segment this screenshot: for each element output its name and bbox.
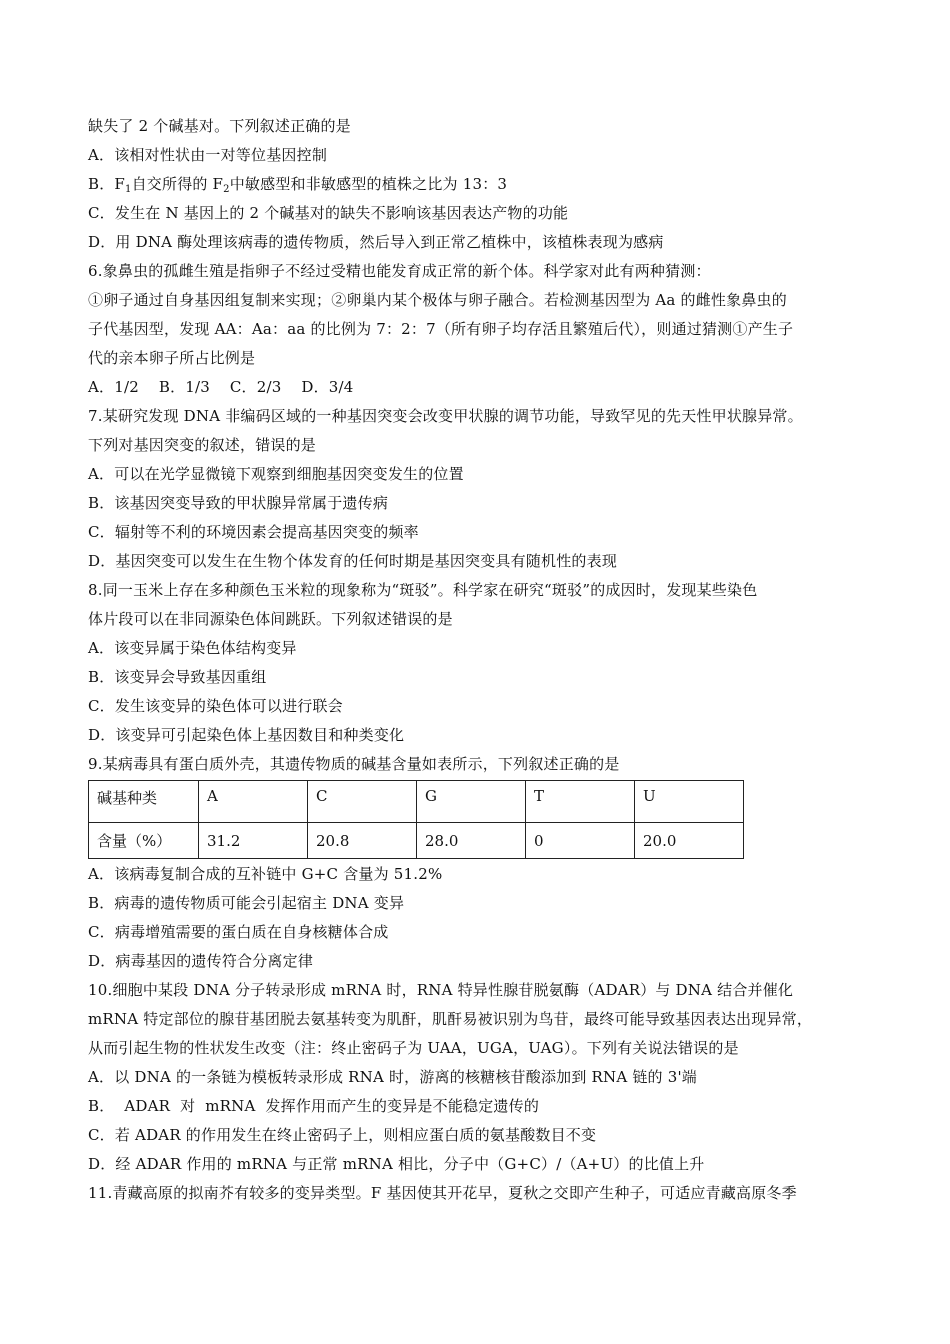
text-line: ①卵子通过自身基因组复制来实现；②卵巢内某个极体与卵子融合。若检测基因型为 Aa 的雌性象鼻虫的 — [88, 291, 787, 309]
text-line: A．该变异属于染色体结构变异 — [88, 639, 297, 657]
text-line: B．该基因突变导致的甲状腺异常属于遗传病 — [88, 494, 389, 512]
question-8: 8.同一玉米上存在多种颜色玉米粒的现象称为“斑驳”。科学家在研究“斑驳”的成因时，发现某些染色 — [88, 581, 758, 599]
text-line: C．发生该变异的染色体可以进行联会 — [88, 697, 343, 715]
table-cell: 31.2 — [199, 823, 308, 859]
table-row — [89, 823, 744, 859]
text-line: B．病毒的遗传物质可能会引起宿主 DNA 变异 — [88, 894, 405, 912]
question-7: 7.某研究发现 DNA 非编码区域的一种基因突变会改变甲状腺的调节功能，导致罕见的先天性甲状腺异常。 — [88, 407, 803, 425]
text-line: A．1/2 B．1/3 C．2/3 D．3/4 — [88, 378, 354, 396]
text-line: D．该变异可引起染色体上基因数目和种类变化 — [88, 726, 405, 744]
text-line: D．经 ADAR 作用的 mRNA 与正常 mRNA 相比，分子中（G+C）/（A+U）的比值上升 — [88, 1155, 705, 1173]
table-cell: G — [417, 781, 526, 823]
table-cell: 碱基种类 — [89, 781, 199, 823]
text-line: C．若 ADAR 的作用发生在终止密码子上，则相应蛋白质的氨基酸数目不变 — [88, 1126, 597, 1144]
question-11: 11.青藏高原的拟南芥有较多的变异类型。F 基因使其开花早，夏秋之交即产生种子，可适应青藏高原冬季 — [88, 1184, 797, 1202]
text-line: 从而引起生物的性状发生改变（注：终止密码子为 UAA，UGA，UAG）。下列有关说法错误的是 — [88, 1039, 739, 1057]
table-cell: 28.0 — [417, 823, 526, 859]
text-line: D．基因突变可以发生在生物个体发育的任何时期是基因突变具有随机性的表现 — [88, 552, 618, 570]
table-cell: 0 — [526, 823, 635, 859]
text-line: C．发生在 N 基因上的 2 个碱基对的缺失不影响该基因表达产物的功能 — [88, 204, 569, 222]
text-line: A．以 DNA 的一条链为模板转录形成 RNA 时，游离的核糖核苷酸添加到 RNA 链的 3'端 — [88, 1068, 697, 1086]
text-line: 体片段可以在非同源染色体间跳跃。下列叙述错误的是 — [88, 610, 453, 628]
text-line: 下列对基因突变的叙述，错误的是 — [88, 436, 317, 454]
table-cell: 20.0 — [635, 823, 744, 859]
table-cell: U — [635, 781, 744, 823]
text-line: C．辐射等不利的环境因素会提高基因突变的频率 — [88, 523, 419, 541]
question-9: 9.某病毒具有蛋白质外壳，其遗传物质的碱基含量如表所示，下列叙述正确的是 — [88, 755, 620, 773]
text-line: A．该相对性状由一对等位基因控制 — [88, 146, 328, 164]
text-line: B． ADAR 对 mRNA 发挥作用而产生的变异是不能稳定遗传的 — [88, 1097, 540, 1115]
table-cell: A — [199, 781, 308, 823]
question-10: 10.细胞中某段 DNA 分子转录形成 mRNA 时，RNA 特异性腺苷脱氨酶（ADAR）与 DNA 结合并催化 — [88, 981, 794, 999]
text-line: 缺失了 2 个碱基对。下列叙述正确的是 — [88, 117, 351, 135]
table-cell: C — [308, 781, 417, 823]
table-cell: 含量（%） — [89, 823, 199, 859]
text-line: B．该变异会导致基因重组 — [88, 668, 267, 686]
text-line: 代的亲本卵子所占比例是 — [88, 349, 256, 367]
table-cell: 20.8 — [308, 823, 417, 859]
text-line: 子代基因型，发现 AA：Aa：aa 的比例为 7：2：7（所有卵子均存活且繁殖后代），则通过猜测①产生子 — [88, 320, 794, 338]
text-line: D．病毒基因的遗传符合分离定律 — [88, 952, 314, 970]
text-line-q5b: B．$F_1$自交所得的 $F_2$中敏感型和非敏感型的植株之比为 13：3 — [88, 175, 508, 195]
text-line: A．该病毒复制合成的互补链中 G+C 含量为 51.2% — [88, 865, 443, 883]
text-line: C．病毒增殖需要的蛋白质在自身核糖体合成 — [88, 923, 389, 941]
base-content-table — [88, 780, 744, 859]
text-line: D．用 DNA 酶处理该病毒的遗传物质，然后导入到正常乙植株中，该植株表现为感病 — [88, 233, 664, 251]
text-line: mRNA 特定部位的腺苷基团脱去氨基转变为肌酐，肌酐易被识别为鸟苷，最终可能导致基因表达出现异常， — [88, 1010, 813, 1028]
document-page — [88, 112, 870, 1208]
question-6: 6.象鼻虫的孤雌生殖是指卵子不经过受精也能发育成正常的新个体。科学家对此有两种猜测： — [88, 262, 711, 280]
table-cell: T — [526, 781, 635, 823]
text-line: A．可以在光学显微镜下观察到细胞基因突变发生的位置 — [88, 465, 464, 483]
table-header-row — [89, 781, 744, 823]
